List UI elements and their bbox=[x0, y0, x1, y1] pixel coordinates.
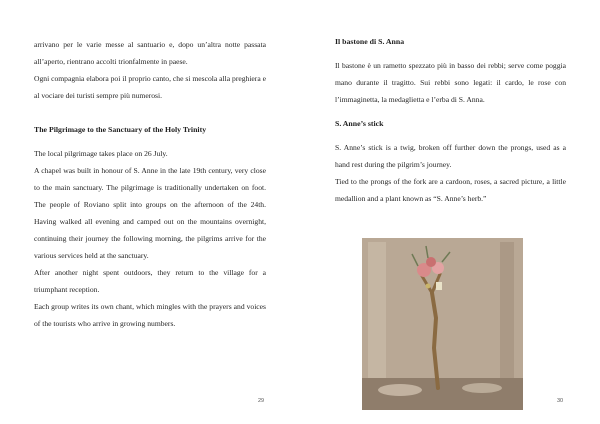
stick-photo bbox=[362, 238, 523, 410]
cloth-fold bbox=[378, 384, 422, 396]
left-page-text bbox=[34, 36, 266, 332]
rose-flower bbox=[426, 257, 436, 267]
sacred-picture bbox=[436, 282, 442, 290]
section-heading-english: S. Anne’s stick bbox=[335, 119, 384, 128]
spacer bbox=[335, 108, 566, 115]
section-heading-italian: Il bastone di S. Anna bbox=[335, 37, 405, 46]
body-paragraph: Each group writes its own chant, which mingles with the prayers and voices of the tourists who arrive in growing numbers. bbox=[34, 302, 266, 328]
body-paragraph: The local pilgrimage takes place on 26 July. bbox=[34, 149, 168, 158]
body-paragraph: A chapel was built in honour of S. Anne in the late 19th century, very close to the main sanctuary. The pilgrimage is traditionally undertaken on foot. The people of Roviano split into groups on the afternoon of the 24th. Having walked all evening and camped out on the mountains overnight, continuing their journey the following morning, the pilgrims arrive for the various services held at the sanctuary. bbox=[34, 166, 266, 260]
stick-photo-illustration bbox=[362, 238, 523, 410]
page-number: 29 bbox=[258, 398, 265, 404]
spacer bbox=[335, 132, 566, 139]
intro-paragraph: arrivano per le varie messe al santuario e, dopo un’altra notte passata all’aperto, rientrano accolti trionfalmente in paese. bbox=[34, 40, 266, 66]
spacer bbox=[34, 104, 266, 121]
spacer bbox=[34, 138, 266, 145]
body-paragraph-english: S. Anne’s stick is a twig, broken off further down the prongs, used as a hand rest during the pilgrim’s journey. bbox=[335, 143, 566, 169]
spacer bbox=[335, 50, 566, 57]
body-paragraph: After another night spent outdoors, they return to the village for a triumphant reception. bbox=[34, 268, 266, 294]
cloth-fold bbox=[462, 383, 502, 393]
body-paragraph-italian: Il bastone è un rametto spezzato più in basso dei rebbi; serve come poggia mano durante il tragitto. Sui rebbi sono legati: il cardo, le rose con l’immaginetta, la medaglietta e l’erba di S. Anna. bbox=[335, 61, 566, 104]
page-number: 30 bbox=[557, 398, 564, 404]
medallion bbox=[426, 284, 431, 289]
section-heading: The Pilgrimage to the Sanctuary of the Holy Trinity bbox=[34, 125, 207, 134]
intro-paragraph: Ogni compagnia elabora poi il proprio canto, che si mescola alla preghiera e al vociare dei turisti sempre più numerosi. bbox=[34, 74, 266, 100]
right-page-text bbox=[335, 33, 566, 207]
body-paragraph-english: Tied to the prongs of the fork are a cardoon, roses, a sacred picture, a little medallion and a plant known as “S. Anne’s herb.” bbox=[335, 177, 566, 203]
